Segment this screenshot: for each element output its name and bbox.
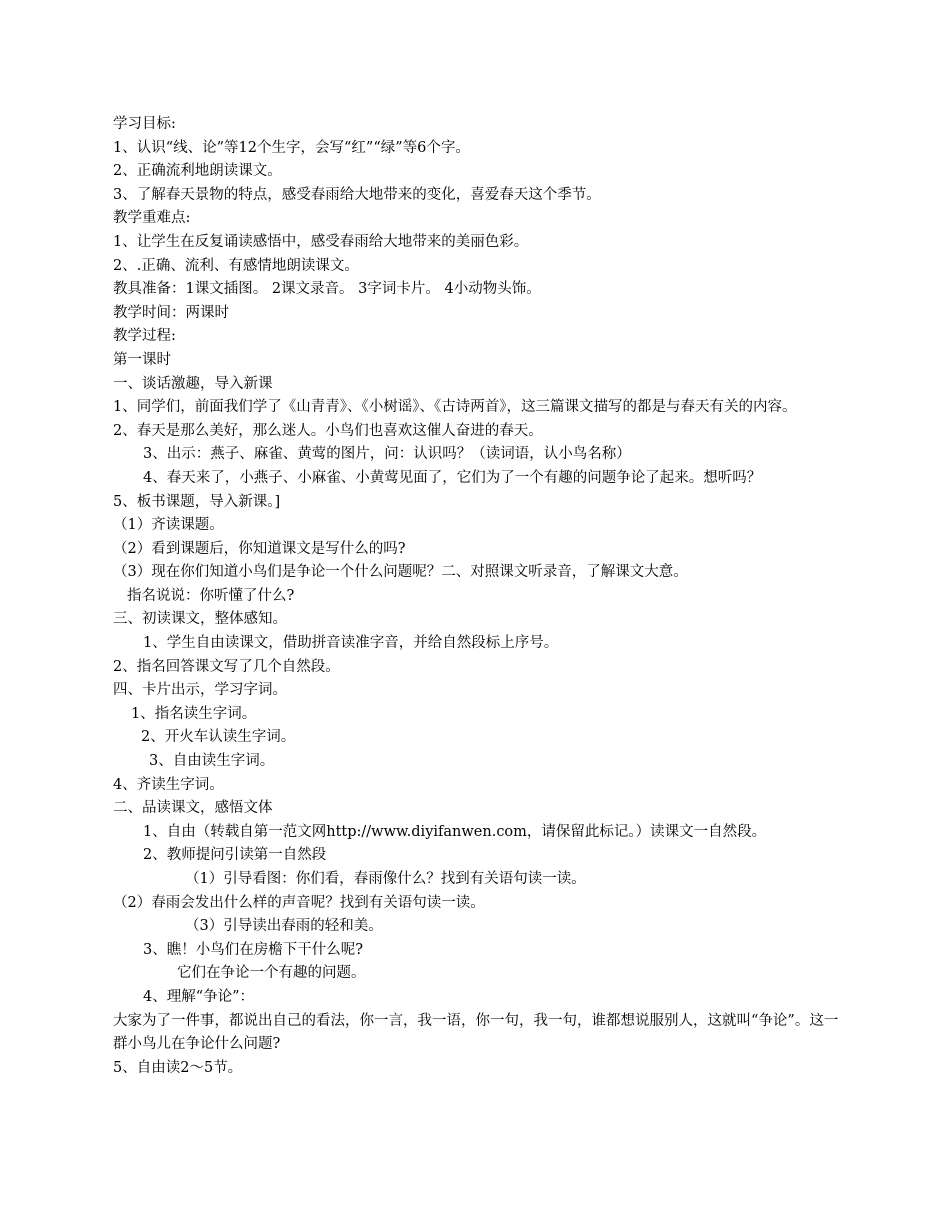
word-item-3: 3、自由读生字词。 [149, 753, 275, 770]
sub-item-1: （1）齐读课题。 [113, 517, 224, 534]
sub-item-2: （2）看到课题后，你知道课文是写什么的吗? [113, 540, 406, 557]
teaching-aids: 教具准备：1课文插图。 2课文录音。 3字词卡片。 4小动物头饰。 [113, 281, 541, 298]
heading-first-lesson: 第一课时 [113, 351, 171, 368]
document-body [113, 113, 843, 1080]
word-item-4: 4、齐读生字词。 [113, 776, 224, 793]
study-item-4: 4、理解“争论”： [143, 988, 255, 1005]
study-sub-item-3: （3）引导读出春雨的轻和美。 [185, 918, 383, 935]
goal-item-2: 2、正确流利地朗读课文。 [113, 163, 282, 180]
sub-item-3: （3）现在你们知道小鸟们是争论一个什么问题呢？二、对照课文听录音，了解课文大意。 [113, 564, 688, 581]
study-sub-item-1: （1）引导看图：你们看，春雨像什么？找到有关语句读一读。 [185, 871, 586, 887]
ask-students-line: 指名说说：你听懂了什么? [127, 587, 295, 604]
reading-item-1: 1、学生自由读课文，借助拼音读准字音，并给自然段标上序号。 [143, 635, 559, 652]
study-sub-item-2: （2）春雨会发出什么样的声音呢？找到有关语句读一读。 [113, 894, 485, 911]
study-item-5: 5、自由读2～5节。 [113, 1059, 243, 1076]
study-item-3: 3、瞧！小鸟们在房檐下干什么呢? [143, 941, 363, 958]
word-item-1: 1、指名读生字词。 [131, 705, 257, 722]
key-point-1: 1、让学生在反复诵读感悟中，感受春雨给大地带来的美丽色彩。 [113, 233, 529, 250]
section-heading-1: 一、谈话激趣，导入新课 [113, 375, 273, 392]
paragraph-item-2: 2、春天是那么美好，那么迷人。小鸟们也喜欢这催人奋进的春天。 [113, 422, 543, 439]
paragraph-item-1: 1、同学们，前面我们学了《山青青》、《小树谣》、《古诗两首》，这三篇课文描写的都是与春天有关的内容。 [113, 399, 797, 416]
study-item-3-answer: 它们在争论一个有趣的问题。 [177, 965, 366, 982]
heading-learning-goals: 学习目标: [113, 116, 176, 132]
paragraph-item-5: 5、板书课题，导入新课。] [113, 493, 281, 510]
word-item-2: 2、开火车认读生字词。 [141, 729, 296, 746]
heading-teaching-process: 教学过程: [113, 328, 176, 345]
study-item-1: 1、自由（转载自第一范文网http://www.diyifanwen.com，请保留此标记。）读课文一自然段。 [143, 823, 767, 840]
goal-item-1: 1、认识“线、论”等12个生字，会写“红”“绿”等6个字。 [113, 139, 470, 156]
definition-paragraph: 大家为了一件事，都说出自己的看法，你一言，我一语，你一句，我一句，谁都想说服别人，这就叫“争论”。这一群小鸟儿在争论什么问题? [113, 1012, 839, 1053]
key-point-2: 2、.正确、流利、有感情地朗读课文。 [113, 257, 359, 274]
section-heading-4: 四、卡片出示，学习字词。 [113, 682, 287, 699]
paragraph-item-4: 4、春天来了，小燕子、小麻雀、小黄莺见面了，它们为了一个有趣的问题争论了起来。想听吗？ [143, 469, 762, 486]
heading-key-points: 教学重难点: [113, 210, 191, 227]
section-heading-2b: 二、品读课文，感悟文体 [113, 800, 273, 817]
study-item-2: 2、教师提问引读第一自然段 [143, 847, 327, 864]
paragraph-item-3: 3、出示：燕子、麻雀、黄莺的图片，问：认识吗？（读词语，认小鸟名称） [143, 446, 631, 463]
teaching-time: 教学时间：两课时 [113, 304, 229, 321]
section-heading-3: 三、初读课文，整体感知。 [113, 611, 287, 628]
reading-item-2: 2、指名回答课文写了几个自然段。 [113, 658, 340, 675]
goal-item-3: 3、了解春天景物的特点，感受春雨给大地带来的变化，喜爱春天这个季节。 [113, 186, 601, 203]
